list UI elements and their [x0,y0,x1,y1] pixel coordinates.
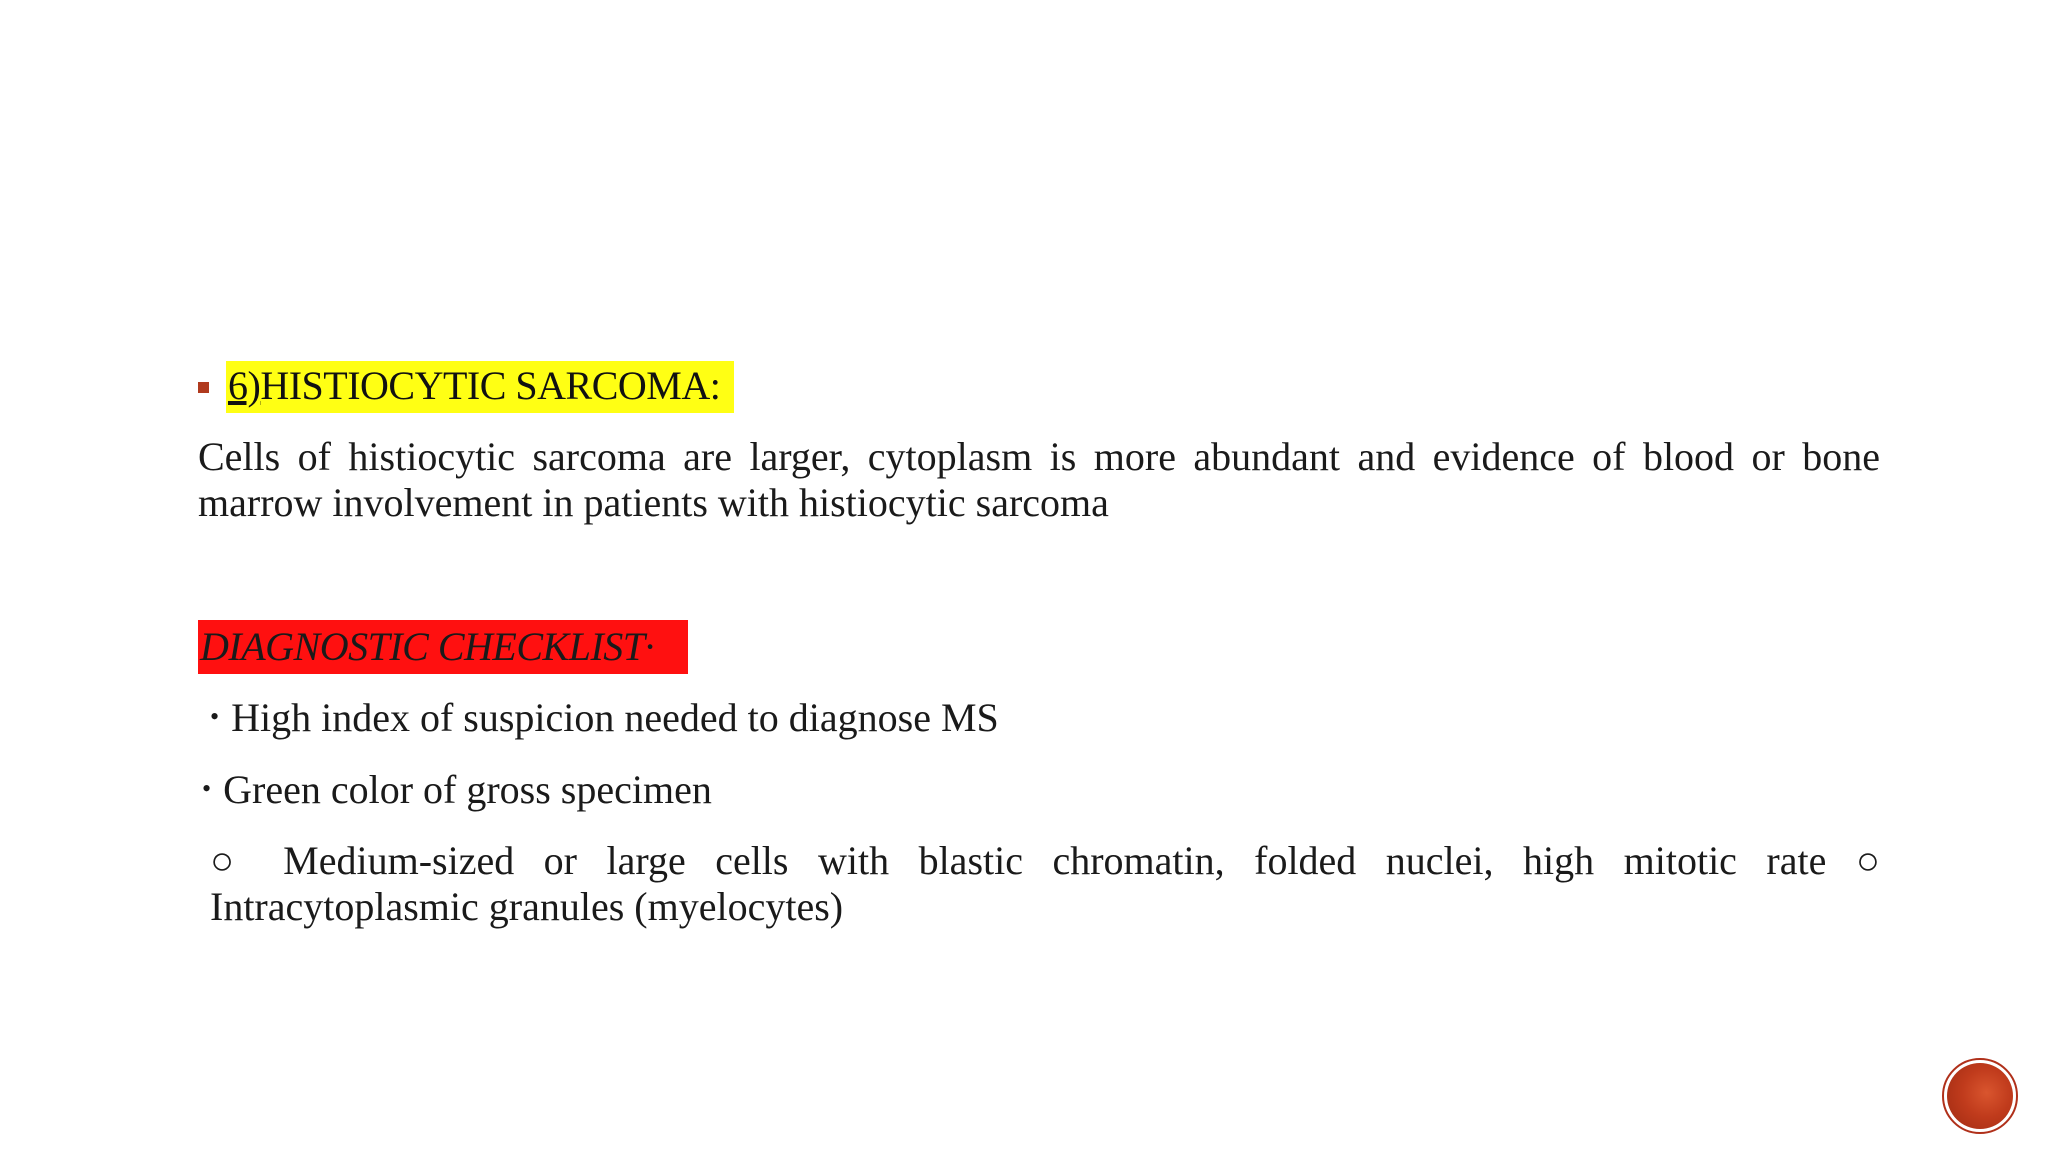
heading-row [198,360,1880,414]
checklist-item [198,694,1880,741]
circle-bullet-icon: ○ [210,838,254,883]
checklist-item [198,766,1880,813]
circle-logo-fill [1947,1063,2013,1129]
slide-content [198,360,1880,930]
bullet-icon: • [210,702,220,731]
checklist-item-text: Green color of gross specimen [223,767,712,812]
square-bullet-icon [198,382,209,393]
circle-logo-icon [1942,1058,2018,1134]
bullet-icon: • [202,774,212,803]
section-heading [226,361,734,413]
heading-title: HISTIOCYTIC SARCOMA: [260,363,721,408]
checklist-item-text: Medium-sized or large cells with blastic chromatin, folded nuclei, high mitotic rate ○ Intracytoplasmic granules (myelocytes) [210,838,1880,929]
heading-number: 6) [228,363,261,408]
checklist-title: DIAGNOSTIC CHECKLIST· [198,620,688,674]
checklist-item-text: High index of suspicion needed to diagnose MS [231,695,999,740]
checklist-item [198,838,1880,930]
description-paragraph: Cells of histiocytic sarcoma are larger, cytoplasm is more abundant and evidence of blood or bone marrow involvement in patients with histiocytic sarcoma [198,434,1880,525]
